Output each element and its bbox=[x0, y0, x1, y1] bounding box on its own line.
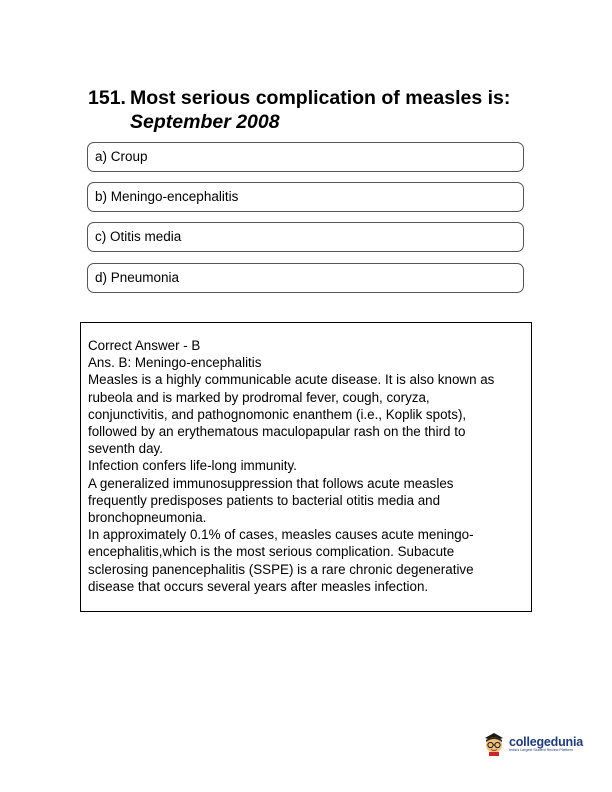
question-subtitle: September 2008 bbox=[130, 111, 280, 133]
option-c[interactable]: c) Otitis media bbox=[87, 222, 524, 252]
option-a[interactable]: a) Croup bbox=[87, 142, 524, 172]
answer-label: Ans. B: Meningo-encephalitis bbox=[88, 355, 262, 371]
mascot-icon bbox=[482, 730, 506, 756]
logo-name: collegedunia bbox=[509, 734, 584, 749]
correct-answer: Correct Answer - B bbox=[88, 338, 201, 353]
question bbox=[88, 86, 548, 134]
explanation-paragraph-1: Measles is a highly communicable acute disease. It is also known as rubeola and is marked by prodromal fever, cough, coryza, conjunctivitis, and pathognomonic enanthem (i.e., Koplik spots), followed by an erythematous maculopapular rash on the third to seventh day. bbox=[88, 372, 495, 457]
question-text: Most serious complication of measles is: bbox=[130, 87, 511, 109]
answer-box bbox=[80, 322, 532, 612]
collegedunia-logo bbox=[482, 730, 583, 756]
explanation-paragraph-2: Infection confers life-long immunity. bbox=[88, 458, 297, 474]
explanation-paragraph-3: A generalized immunosuppression that follows acute measles frequently predisposes patients to bacterial otitis media and bronchopneumonia. bbox=[88, 475, 454, 526]
option-b[interactable]: b) Meningo-encephalitis bbox=[87, 182, 524, 212]
logo-tagline: India's Largest Student Review Platform bbox=[509, 747, 573, 752]
option-d[interactable]: d) Pneumonia bbox=[87, 263, 524, 293]
question-number: 151. bbox=[88, 87, 126, 109]
explanation-paragraph-4: In approximately 0.1% of cases, measles causes acute meningo- encephalitis,which is the most serious complication. Subacute sclerosing panencephalitis (SSPE) is a rare chronic degenerative disease that occurs several years after measles infection. bbox=[88, 527, 474, 594]
